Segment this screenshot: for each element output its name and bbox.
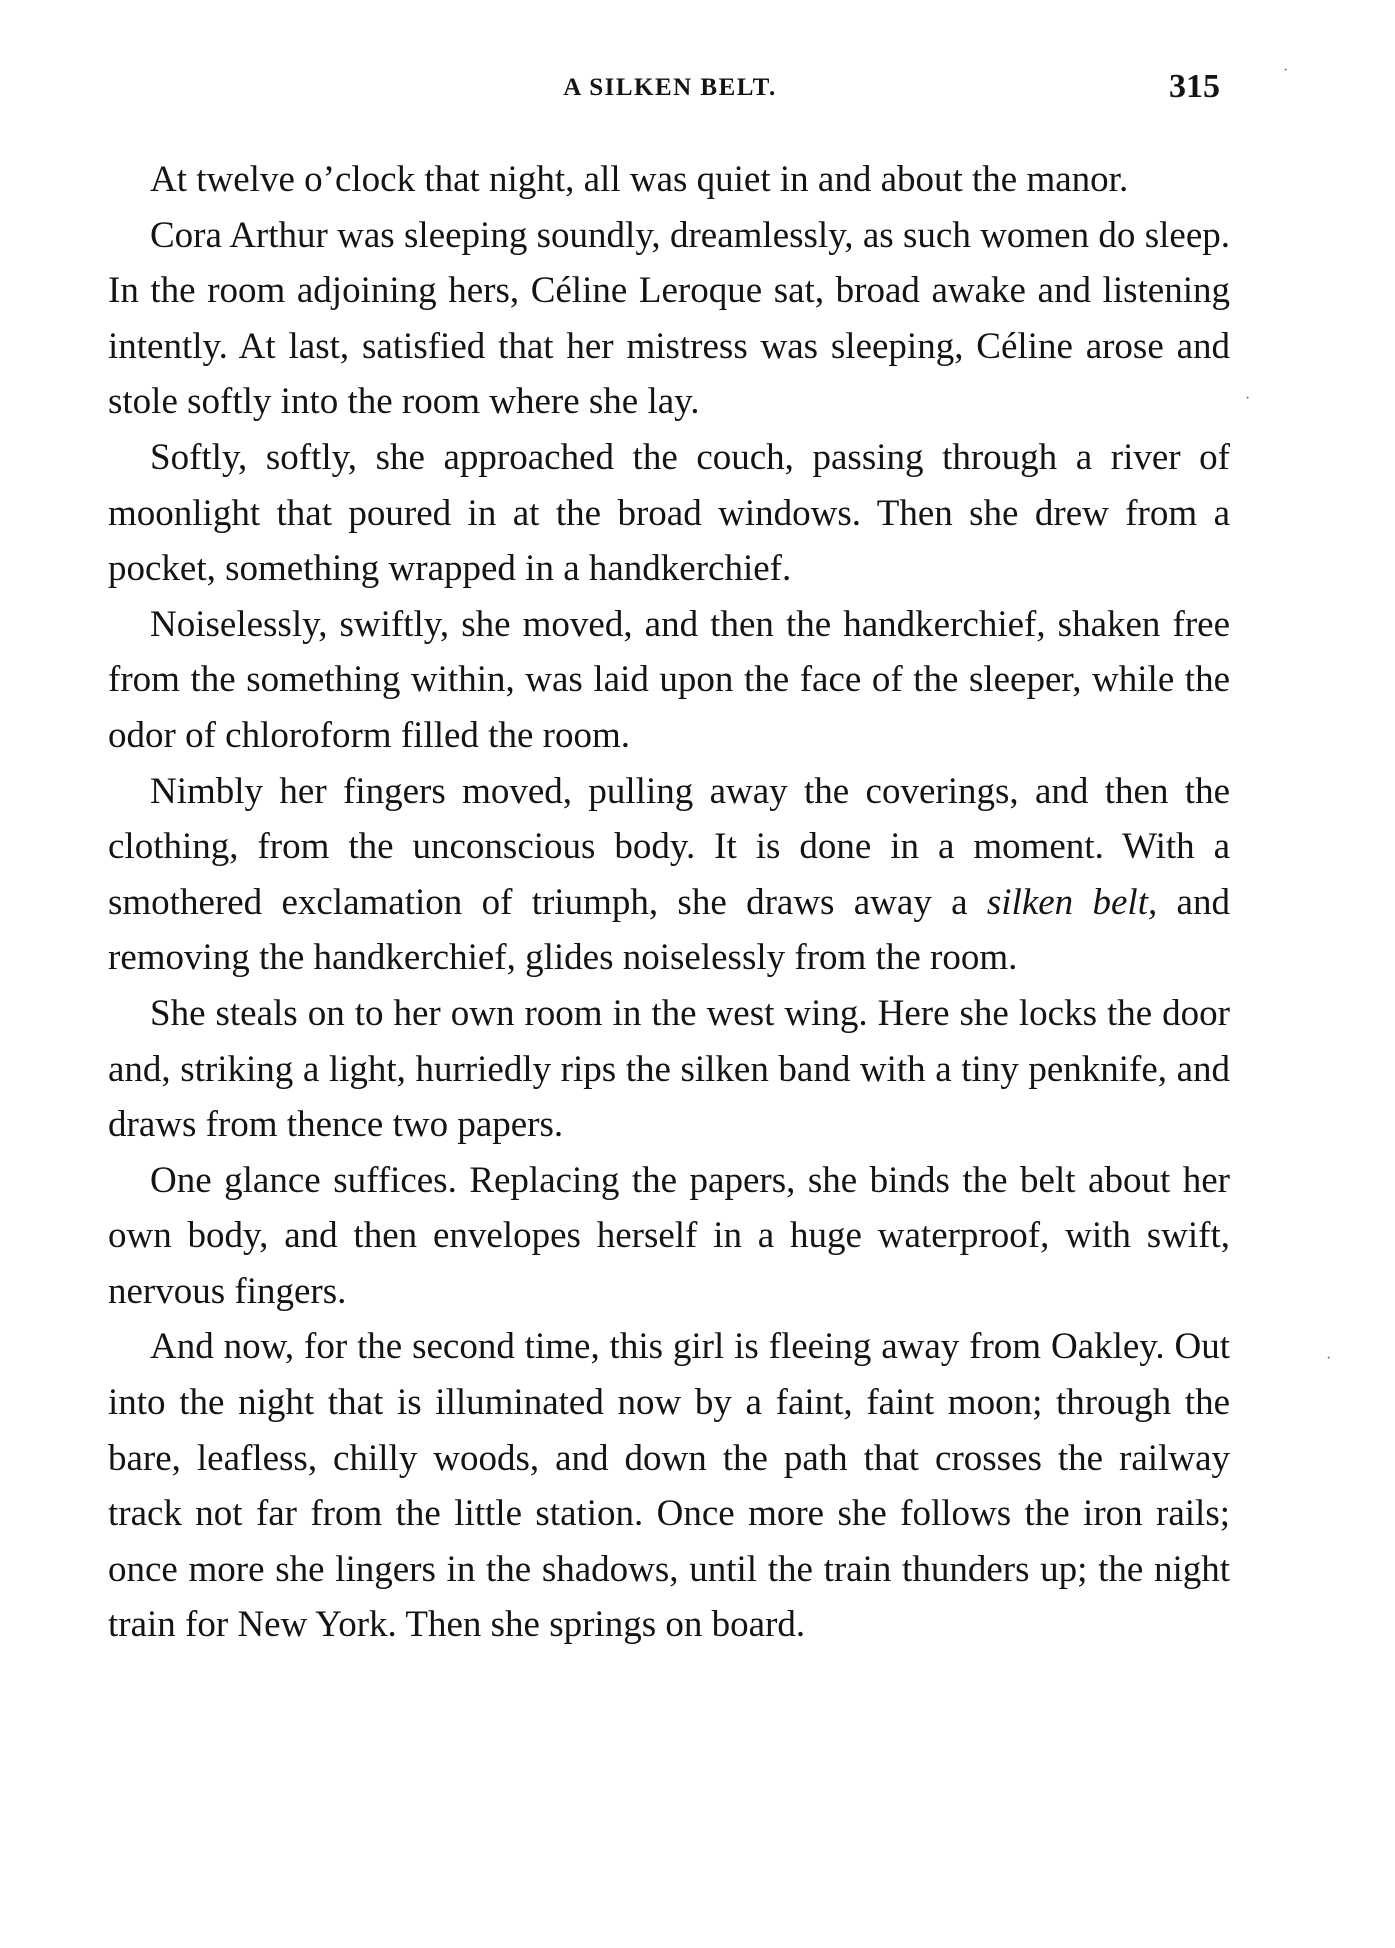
page-number: 315 — [1169, 68, 1220, 105]
paragraph-6: She steals on to her own room in the west wing. Here she locks the door and, striking a light, hurriedly rips the silken band with a tiny penknife, and draws from thence two papers. — [108, 992, 1230, 1146]
print-speck: · — [1283, 62, 1289, 79]
paragraph-8: And now, for the second time, this girl is fleeing away from Oakley. Out into the night that is illuminated now by a faint, faint moon; through the bare, leafless, chilly woods, and down the path that crosses the railway track not far from the little station. Once more she follows the iron rails; once more she lingers in the shadows, until the train thunders up; the night train for New York. Then she springs on board. — [108, 1326, 1230, 1646]
paragraph-4: Noiselessly, swiftly, she moved, and then the handkerchief, shaken free from the something within, was laid upon the face of the sleeper, while the odor of chloroform filled the room. — [108, 603, 1230, 756]
paragraph-3: Softly, softly, she approached the couch, passing through a river of moonlight that poured in at the broad windows. Then she drew from a pocket, something wrapped in a handkerchief. — [108, 436, 1230, 590]
paragraph-2: Cora Arthur was sleeping soundly, dreamlessly, as such women do sleep. In the room adjoining hers, Céline Leroque sat, broad awake and listening intently. At last, satisfied that her mistress was sleeping, Céline arose and stole softly into the room where she lay. — [108, 214, 1230, 423]
body-text — [108, 152, 1230, 1653]
emphasis-silken-belt: silken belt, — [986, 881, 1158, 923]
paragraph-5-part-1: Nimbly her fingers moved, pulling away the coverings, and then the clothing, from the unconscious body. It is done in a moment. With a smothered exclamation of triumph, she draws away a — [108, 770, 1230, 923]
paragraph-1: At twelve o’clock that night, all was quiet in and about the manor. — [150, 159, 1129, 200]
print-speck: · — [1326, 1350, 1332, 1367]
print-speck: · — [1245, 390, 1251, 407]
running-title: A SILKEN BELT. — [563, 74, 777, 101]
paragraph-5 — [108, 764, 1230, 986]
paragraph-7: One glance suffices. Replacing the papers, she binds the belt about her own body, and then envelopes herself in a huge waterproof, with swift, nervous fingers. — [108, 1159, 1230, 1312]
paragraph-5-part-2: and removing the handkerchief, glides noiselessly from the room. — [108, 881, 1230, 979]
running-head — [100, 68, 1240, 128]
